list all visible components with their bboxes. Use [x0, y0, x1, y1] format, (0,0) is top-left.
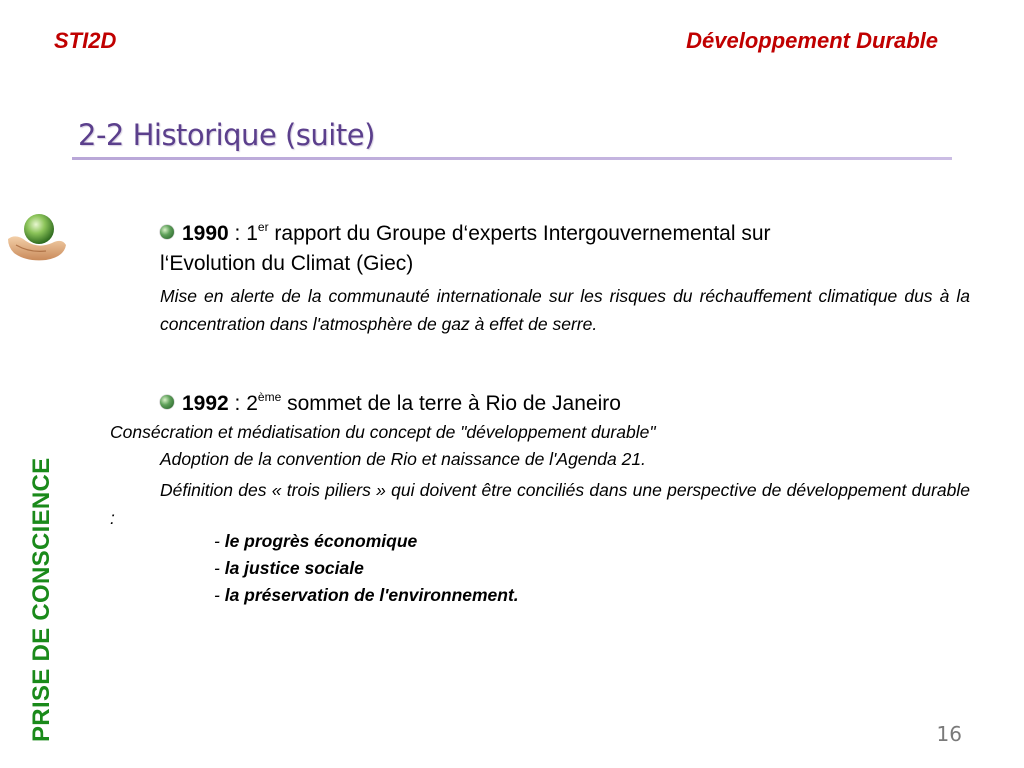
- year-1990: 1990: [182, 222, 229, 245]
- green-bullet-icon: [160, 395, 174, 409]
- year-1992: 1992: [182, 392, 229, 415]
- pillar-1-text: le progrès économique: [224, 531, 418, 551]
- item-1990-description: Mise en alerte de la communauté internationale sur les risques du réchauffement climatique dus à la concentration dans l'atmosphère de gaz à effet de serre.: [160, 286, 970, 334]
- item-1990-sep: : 1: [228, 222, 258, 245]
- item-1992-consecration: Consécration et médiatisation du concept de "développement durable": [110, 422, 656, 442]
- pillar-dash: -: [214, 531, 225, 551]
- green-bullet-icon: [160, 225, 174, 239]
- item-1992-adoption: Adoption de la convention de Rio et naissance de l'Agenda 21.: [160, 449, 646, 469]
- side-label-prise-de-conscience: PRISE DE CONSCIENCE: [28, 457, 55, 742]
- pillar-1: [214, 531, 417, 552]
- item-1992-text: sommet de la terre à Rio de Janeiro: [281, 392, 621, 415]
- pillar-2-text: la justice sociale: [224, 558, 364, 578]
- header-left-label: STI2D: [54, 28, 117, 53]
- item-1992-sep: : 2: [228, 392, 258, 415]
- pillar-3-text: la préservation de l'environnement.: [224, 585, 519, 605]
- pillar-dash: -: [214, 558, 225, 578]
- page-number: 16: [936, 722, 962, 746]
- item-1990-sup: er: [257, 220, 269, 234]
- pillar-2: [214, 558, 364, 579]
- item-1990-text: rapport du Groupe d‘experts Intergouvernemental sur: [268, 222, 771, 245]
- item-1992-sup: ème: [257, 390, 282, 404]
- item-1992-definition: Définition des « trois piliers » qui doivent être conciliés dans une perspective de développement durable :: [110, 480, 970, 528]
- slide-title: 2-2 Historique (suite): [78, 118, 375, 152]
- item-1990-line2: l‘Evolution du Climat (Giec): [160, 252, 414, 275]
- pillar-dash: -: [214, 585, 225, 605]
- item-1990-line1: [160, 222, 771, 246]
- pillar-3: [214, 585, 519, 606]
- item-1992-line1: [160, 392, 621, 416]
- header-right-label: Développement Durable: [686, 28, 938, 53]
